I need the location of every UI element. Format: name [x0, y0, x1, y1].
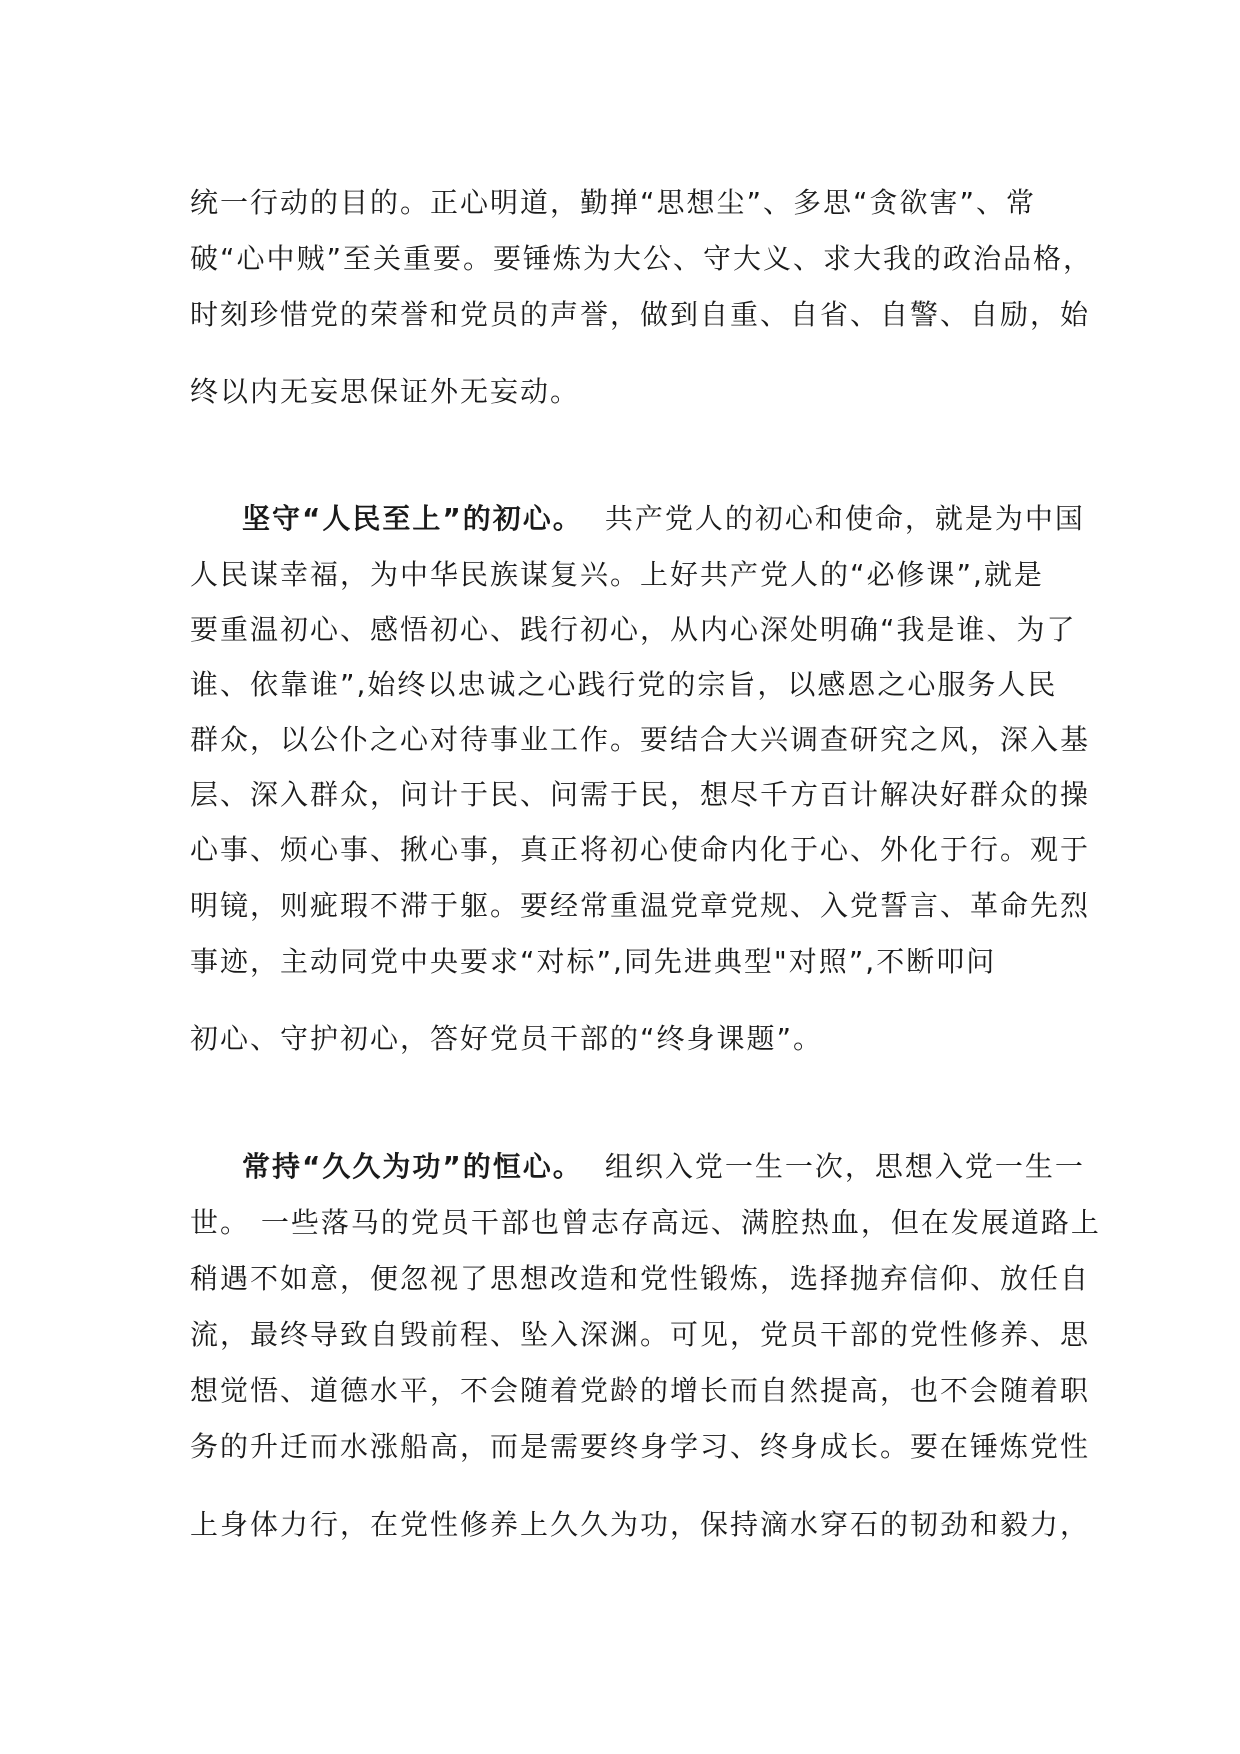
paragraph-2-line-5: 群众，以公仆之心对待事业工作。要结合大兴调查研究之风，深入基	[190, 723, 1091, 756]
paragraph-2-line-1: 共产党人的初心和使命，就是为中国	[604, 502, 1085, 535]
paragraph-2-line-6: 层、深入群众，问计于民、问需于民，想尽千方百计解决好群众的操	[190, 778, 1091, 811]
paragraph-1-line-4: 终以内无妄思保证外无妄动。	[190, 375, 581, 408]
paragraph-3-line-4: 流，最终导致自毁前程、坠入深渊。可见，党员干部的党性修养、思	[190, 1318, 1091, 1351]
paragraph-1-line-3: 时刻珍惜党的荣誉和党员的声誉，做到自重、自省、自警、自励，始	[190, 298, 1091, 331]
paragraph-3-line-5: 想觉悟、道德水平，不会随着党龄的增长而自然提高，也不会随着职	[190, 1374, 1091, 1407]
paragraph-2-line-7: 心事、烦心事、揪心事，真正将初心使命内化于心、外化于行。观于	[190, 833, 1091, 866]
paragraph-3-line-1: 组织入党一生一次，思想入党一生一	[604, 1150, 1085, 1183]
paragraph-2-line-2: 人民谋幸福，为中华民族谋复兴。上好共产党人的“必修课”,就是	[190, 558, 1044, 591]
paragraph-3-line-2: 世。 一些落马的党员干部也曾志存高远、满腔热血，但在发展道路上	[190, 1206, 1101, 1239]
paragraph-3-heading: 常持“久久为功”的恒心。	[242, 1150, 583, 1183]
paragraph-3-line-7: 上身体力行，在党性修养上久久为功，保持滴水穿石的韧劲和毅力，	[190, 1508, 1091, 1541]
paragraph-2-heading: 坚守“人民至上”的初心。	[242, 502, 583, 535]
paragraph-1-line-2: 破“心中贼”至关重要。要锤炼为大公、守大义、求大我的政治品格，	[190, 242, 1094, 275]
paragraph-3-first-line	[242, 1150, 1085, 1184]
paragraph-3-line-3: 稍遇不如意，便忽视了思想改造和党性锻炼，选择抛弃信仰、放任自	[190, 1262, 1091, 1295]
paragraph-1-line-1: 统一行动的目的。正心明道，勤掸“思想尘”、多思“贪欲害”、常	[190, 186, 1037, 219]
paragraph-3-line-6: 务的升迁而水涨船高，而是需要终身学习、终身成长。要在锤炼党性	[190, 1430, 1091, 1463]
paragraph-2-line-3: 要重温初心、感悟初心、践行初心，从内心深处明确“我是谁、为了	[190, 613, 1077, 646]
paragraph-2-line-8: 明镜，则疵瑕不滞于躯。要经常重温党章党规、入党誓言、革命先烈	[190, 889, 1091, 922]
paragraph-2-line-4: 谁、依靠谁”,始终以忠诚之心践行党的宗旨，以感恩之心服务人民	[190, 668, 1058, 701]
paragraph-2-first-line	[242, 502, 1085, 536]
paragraph-2-line-10: 初心、守护初心，答好党员干部的“终身课题”。	[190, 1022, 824, 1055]
paragraph-2-line-9: 事迹，主动同党中央要求“对标”,同先进典型"对照”,不断叩问	[190, 945, 997, 978]
